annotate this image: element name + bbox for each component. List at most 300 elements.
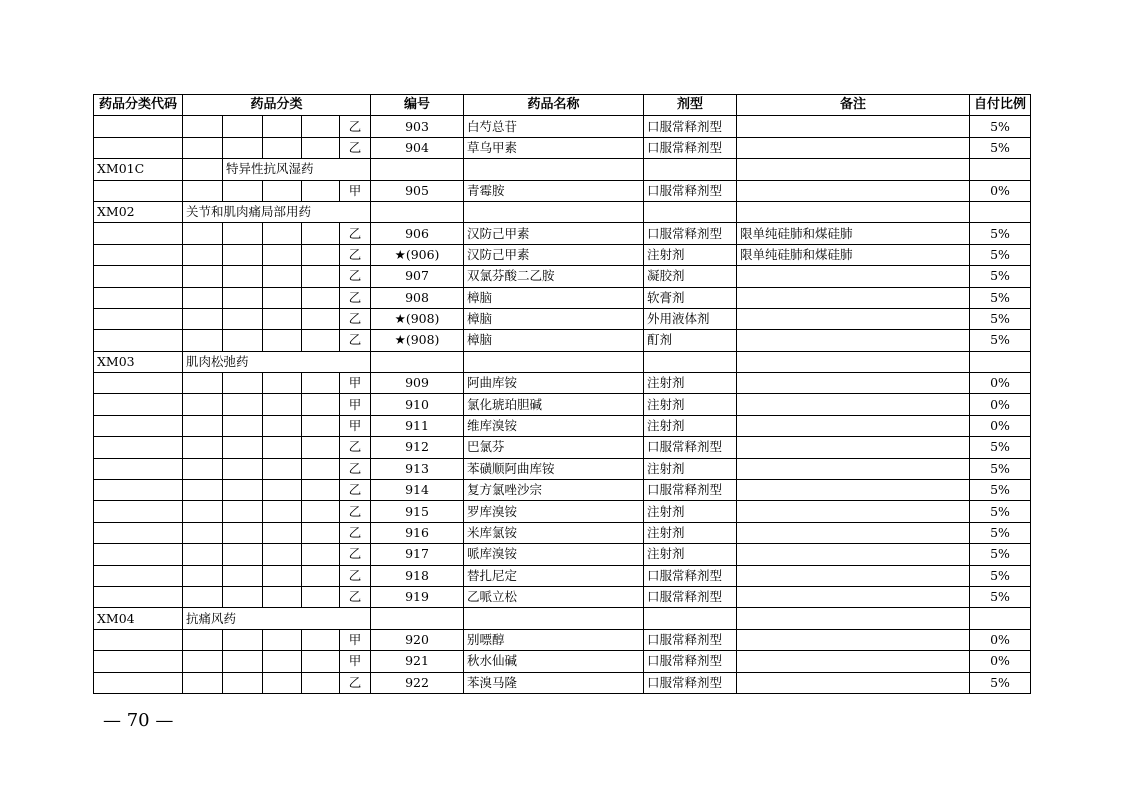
- drug-row: [94, 415, 1031, 436]
- drug-row: [94, 480, 1031, 501]
- drug-grade: 乙: [340, 544, 371, 565]
- drug-form: 口服常释剂型: [644, 629, 737, 650]
- blank-cell: [302, 437, 340, 458]
- blank-cell: [223, 137, 263, 158]
- blank-cell: [302, 565, 340, 586]
- blank-cell: [302, 330, 340, 351]
- category-code: XM04: [94, 608, 183, 629]
- drug-row: [94, 223, 1031, 244]
- blank-cell: [302, 544, 340, 565]
- blank-cell: [371, 159, 464, 180]
- drug-form: 注射剂: [644, 522, 737, 543]
- category-code: XM03: [94, 351, 183, 372]
- drug-note: [737, 394, 970, 415]
- blank-cell: [223, 672, 263, 693]
- category-code: XM01C: [94, 159, 183, 180]
- drug-row: [94, 586, 1031, 607]
- drug-row: [94, 244, 1031, 265]
- header-name: 药品名称: [464, 95, 644, 116]
- blank-cell: [183, 651, 223, 672]
- drug-name: 罗库溴铵: [464, 501, 644, 522]
- drug-row: [94, 394, 1031, 415]
- blank-cell: [223, 223, 263, 244]
- drug-ratio: 5%: [970, 223, 1031, 244]
- drug-ratio: 5%: [970, 116, 1031, 137]
- blank-cell: [223, 287, 263, 308]
- blank-cell: [94, 415, 183, 436]
- drug-grade: 乙: [340, 116, 371, 137]
- blank-cell: [94, 586, 183, 607]
- drug-grade: 乙: [340, 565, 371, 586]
- page-number: — 70 —: [103, 710, 174, 731]
- drug-ratio: 0%: [970, 415, 1031, 436]
- blank-cell: [183, 501, 223, 522]
- header-number: 编号: [371, 95, 464, 116]
- drug-name: 樟脑: [464, 308, 644, 329]
- blank-cell: [183, 330, 223, 351]
- blank-cell: [302, 244, 340, 265]
- drug-ratio: 5%: [970, 672, 1031, 693]
- blank-cell: [94, 330, 183, 351]
- drug-number: 917: [371, 544, 464, 565]
- category-label: 肌肉松弛药: [183, 351, 371, 372]
- drug-grade: 乙: [340, 458, 371, 479]
- blank-cell: [183, 629, 223, 650]
- blank-cell: [263, 287, 302, 308]
- blank-cell: [263, 330, 302, 351]
- drug-grade: 乙: [340, 522, 371, 543]
- blank-cell: [223, 116, 263, 137]
- blank-cell: [644, 351, 737, 372]
- blank-cell: [737, 159, 970, 180]
- blank-cell: [263, 437, 302, 458]
- drug-name: 樟脑: [464, 287, 644, 308]
- blank-cell: [223, 180, 263, 201]
- drug-form: 注射剂: [644, 373, 737, 394]
- drug-name: 别嘌醇: [464, 629, 644, 650]
- drug-note: [737, 672, 970, 693]
- drug-number: 918: [371, 565, 464, 586]
- table-header-row: [94, 95, 1031, 116]
- blank-cell: [263, 501, 302, 522]
- blank-cell: [302, 480, 340, 501]
- drug-grade: 乙: [340, 137, 371, 158]
- blank-cell: [263, 266, 302, 287]
- drug-grade: 甲: [340, 373, 371, 394]
- drug-note: [737, 308, 970, 329]
- blank-cell: [183, 586, 223, 607]
- drug-table: [93, 94, 1031, 694]
- drug-grade: 甲: [340, 415, 371, 436]
- drug-name: 哌库溴铵: [464, 544, 644, 565]
- drug-form: 口服常释剂型: [644, 437, 737, 458]
- drug-ratio: 0%: [970, 629, 1031, 650]
- drug-ratio: 5%: [970, 287, 1031, 308]
- drug-ratio: 0%: [970, 394, 1031, 415]
- blank-cell: [94, 116, 183, 137]
- blank-cell: [183, 565, 223, 586]
- blank-cell: [94, 223, 183, 244]
- blank-cell: [263, 308, 302, 329]
- blank-cell: [94, 458, 183, 479]
- drug-number: 911: [371, 415, 464, 436]
- drug-note: [737, 116, 970, 137]
- drug-name: 双氯芬酸二乙胺: [464, 266, 644, 287]
- drug-name: 替扎尼定: [464, 565, 644, 586]
- blank-cell: [302, 522, 340, 543]
- blank-cell: [94, 651, 183, 672]
- blank-cell: [263, 373, 302, 394]
- drug-name: 氯化琥珀胆碱: [464, 394, 644, 415]
- blank-cell: [464, 608, 644, 629]
- drug-name: 巴氯芬: [464, 437, 644, 458]
- drug-number: 914: [371, 480, 464, 501]
- drug-ratio: 5%: [970, 501, 1031, 522]
- drug-form: 口服常释剂型: [644, 137, 737, 158]
- drug-form: 口服常释剂型: [644, 116, 737, 137]
- drug-number: 912: [371, 437, 464, 458]
- drug-row: [94, 116, 1031, 137]
- drug-note: [737, 180, 970, 201]
- drug-grade: 甲: [340, 651, 371, 672]
- blank-cell: [263, 522, 302, 543]
- blank-cell: [183, 394, 223, 415]
- drug-name: 汉防己甲素: [464, 223, 644, 244]
- drug-number: 921: [371, 651, 464, 672]
- drug-note: [737, 266, 970, 287]
- blank-cell: [183, 373, 223, 394]
- blank-cell: [223, 458, 263, 479]
- drug-grade: 乙: [340, 266, 371, 287]
- header-form: 剂型: [644, 95, 737, 116]
- drug-form: 口服常释剂型: [644, 480, 737, 501]
- blank-cell: [223, 522, 263, 543]
- drug-number: 905: [371, 180, 464, 201]
- drug-grade: 乙: [340, 672, 371, 693]
- blank-cell: [644, 608, 737, 629]
- drug-note: [737, 330, 970, 351]
- blank-cell: [302, 308, 340, 329]
- category-label: 关节和肌肉痛局部用药: [183, 201, 371, 222]
- blank-cell: [223, 544, 263, 565]
- blank-cell: [223, 565, 263, 586]
- drug-row: [94, 308, 1031, 329]
- drug-note: 限单纯硅肺和煤硅肺: [737, 244, 970, 265]
- drug-note: [737, 415, 970, 436]
- drug-row: [94, 501, 1031, 522]
- blank-cell: [94, 501, 183, 522]
- blank-cell: [183, 308, 223, 329]
- drug-note: [737, 373, 970, 394]
- blank-cell: [302, 373, 340, 394]
- drug-grade: 乙: [340, 437, 371, 458]
- drug-row: [94, 373, 1031, 394]
- blank-cell: [737, 608, 970, 629]
- blank-cell: [464, 351, 644, 372]
- drug-ratio: 5%: [970, 544, 1031, 565]
- blank-cell: [223, 330, 263, 351]
- blank-cell: [302, 415, 340, 436]
- drug-form: 酊剂: [644, 330, 737, 351]
- blank-cell: [223, 480, 263, 501]
- drug-name: 阿曲库铵: [464, 373, 644, 394]
- drug-number: 910: [371, 394, 464, 415]
- category-row: [94, 159, 1031, 180]
- drug-form: 口服常释剂型: [644, 223, 737, 244]
- drug-row: [94, 672, 1031, 693]
- drug-form: 注射剂: [644, 394, 737, 415]
- blank-cell: [183, 458, 223, 479]
- blank-cell: [183, 180, 223, 201]
- blank-cell: [644, 201, 737, 222]
- drug-grade: 甲: [340, 394, 371, 415]
- blank-cell: [94, 308, 183, 329]
- drug-name: 苯磺顺阿曲库铵: [464, 458, 644, 479]
- blank-cell: [302, 287, 340, 308]
- drug-number: 904: [371, 137, 464, 158]
- drug-form: 口服常释剂型: [644, 672, 737, 693]
- blank-cell: [970, 201, 1031, 222]
- blank-cell: [223, 415, 263, 436]
- blank-cell: [970, 351, 1031, 372]
- blank-cell: [263, 116, 302, 137]
- blank-cell: [371, 351, 464, 372]
- blank-cell: [263, 480, 302, 501]
- drug-row: [94, 651, 1031, 672]
- blank-cell: [302, 458, 340, 479]
- drug-ratio: 5%: [970, 522, 1031, 543]
- drug-number: 920: [371, 629, 464, 650]
- drug-row: [94, 629, 1031, 650]
- blank-cell: [223, 244, 263, 265]
- drug-number: 903: [371, 116, 464, 137]
- drug-grade: 乙: [340, 480, 371, 501]
- drug-name: 草乌甲素: [464, 137, 644, 158]
- blank-cell: [263, 672, 302, 693]
- header-ratio: 自付比例: [970, 95, 1031, 116]
- drug-ratio: 5%: [970, 330, 1031, 351]
- blank-cell: [94, 137, 183, 158]
- drug-form: 注射剂: [644, 501, 737, 522]
- blank-cell: [94, 672, 183, 693]
- drug-form: 软膏剂: [644, 287, 737, 308]
- blank-cell: [183, 415, 223, 436]
- drug-form: 口服常释剂型: [644, 565, 737, 586]
- drug-ratio: 5%: [970, 480, 1031, 501]
- drug-grade: 乙: [340, 501, 371, 522]
- blank-cell: [970, 159, 1031, 180]
- blank-cell: [263, 223, 302, 244]
- blank-cell: [223, 394, 263, 415]
- drug-form: 注射剂: [644, 544, 737, 565]
- drug-note: [737, 458, 970, 479]
- blank-cell: [263, 651, 302, 672]
- drug-grade: 甲: [340, 629, 371, 650]
- blank-cell: [94, 544, 183, 565]
- drug-name: 樟脑: [464, 330, 644, 351]
- drug-ratio: 0%: [970, 373, 1031, 394]
- blank-cell: [371, 201, 464, 222]
- blank-cell: [644, 159, 737, 180]
- blank-cell: [302, 672, 340, 693]
- drug-ratio: 0%: [970, 180, 1031, 201]
- drug-row: [94, 458, 1031, 479]
- drug-note: [737, 137, 970, 158]
- header-note: 备注: [737, 95, 970, 116]
- header-category: 药品分类: [183, 95, 371, 116]
- drug-note: [737, 437, 970, 458]
- blank-cell: [263, 137, 302, 158]
- drug-note: [737, 501, 970, 522]
- drug-note: [737, 629, 970, 650]
- drug-ratio: 5%: [970, 266, 1031, 287]
- category-label: 抗痛风药: [183, 608, 371, 629]
- drug-number: 915: [371, 501, 464, 522]
- drug-number: 907: [371, 266, 464, 287]
- blank-cell: [94, 244, 183, 265]
- blank-cell: [183, 672, 223, 693]
- drug-note: [737, 651, 970, 672]
- blank-cell: [183, 116, 223, 137]
- drug-number: ★(908): [371, 330, 464, 351]
- blank-cell: [263, 544, 302, 565]
- blank-cell: [737, 351, 970, 372]
- drug-ratio: 5%: [970, 586, 1031, 607]
- blank-cell: [223, 501, 263, 522]
- drug-row: [94, 287, 1031, 308]
- drug-row: [94, 522, 1031, 543]
- blank-cell: [183, 159, 223, 180]
- drug-row: [94, 565, 1031, 586]
- blank-cell: [263, 180, 302, 201]
- drug-number: 916: [371, 522, 464, 543]
- blank-cell: [94, 394, 183, 415]
- blank-cell: [94, 522, 183, 543]
- drug-row: [94, 330, 1031, 351]
- drug-note: [737, 586, 970, 607]
- blank-cell: [263, 629, 302, 650]
- drug-form: 外用液体剂: [644, 308, 737, 329]
- blank-cell: [302, 586, 340, 607]
- blank-cell: [223, 373, 263, 394]
- blank-cell: [464, 201, 644, 222]
- drug-name: 汉防己甲素: [464, 244, 644, 265]
- blank-cell: [223, 629, 263, 650]
- blank-cell: [223, 437, 263, 458]
- drug-grade: 乙: [340, 586, 371, 607]
- drug-note: [737, 522, 970, 543]
- drug-number: 922: [371, 672, 464, 693]
- blank-cell: [183, 137, 223, 158]
- drug-number: 906: [371, 223, 464, 244]
- blank-cell: [94, 266, 183, 287]
- drug-note: [737, 480, 970, 501]
- drug-form: 注射剂: [644, 415, 737, 436]
- blank-cell: [302, 137, 340, 158]
- blank-cell: [737, 201, 970, 222]
- blank-cell: [302, 223, 340, 244]
- blank-cell: [94, 565, 183, 586]
- blank-cell: [263, 415, 302, 436]
- drug-row: [94, 437, 1031, 458]
- drug-note: 限单纯硅肺和煤硅肺: [737, 223, 970, 244]
- drug-note: [737, 544, 970, 565]
- drug-ratio: 5%: [970, 308, 1031, 329]
- drug-name: 白芍总苷: [464, 116, 644, 137]
- drug-name: 复方氯唑沙宗: [464, 480, 644, 501]
- blank-cell: [302, 629, 340, 650]
- category-row: [94, 608, 1031, 629]
- drug-note: [737, 565, 970, 586]
- blank-cell: [970, 608, 1031, 629]
- drug-ratio: 5%: [970, 458, 1031, 479]
- drug-name: 米库氯铵: [464, 522, 644, 543]
- blank-cell: [263, 394, 302, 415]
- drug-row: [94, 266, 1031, 287]
- blank-cell: [223, 308, 263, 329]
- blank-cell: [464, 159, 644, 180]
- blank-cell: [223, 651, 263, 672]
- drug-number: 913: [371, 458, 464, 479]
- drug-number: 908: [371, 287, 464, 308]
- drug-ratio: 5%: [970, 565, 1031, 586]
- blank-cell: [263, 458, 302, 479]
- blank-cell: [183, 223, 223, 244]
- header-code: 药品分类代码: [94, 95, 183, 116]
- drug-grade: 乙: [340, 244, 371, 265]
- drug-grade: 乙: [340, 287, 371, 308]
- drug-name: 乙哌立松: [464, 586, 644, 607]
- blank-cell: [223, 266, 263, 287]
- blank-cell: [94, 287, 183, 308]
- drug-row: [94, 180, 1031, 201]
- blank-cell: [183, 287, 223, 308]
- category-label: 特异性抗风湿药: [223, 159, 371, 180]
- drug-grade: 乙: [340, 308, 371, 329]
- drug-ratio: 5%: [970, 244, 1031, 265]
- blank-cell: [302, 116, 340, 137]
- drug-form: 凝胶剂: [644, 266, 737, 287]
- blank-cell: [94, 480, 183, 501]
- blank-cell: [263, 586, 302, 607]
- drug-ratio: 5%: [970, 137, 1031, 158]
- drug-form: 注射剂: [644, 244, 737, 265]
- drug-name: 青霉胺: [464, 180, 644, 201]
- drug-number: 909: [371, 373, 464, 394]
- drug-row: [94, 137, 1031, 158]
- blank-cell: [302, 651, 340, 672]
- drug-name: 维库溴铵: [464, 415, 644, 436]
- drug-form: 口服常释剂型: [644, 651, 737, 672]
- drug-grade: 乙: [340, 223, 371, 244]
- blank-cell: [94, 180, 183, 201]
- blank-cell: [302, 394, 340, 415]
- drug-grade: 乙: [340, 330, 371, 351]
- drug-form: 口服常释剂型: [644, 180, 737, 201]
- blank-cell: [302, 180, 340, 201]
- drug-name: 秋水仙碱: [464, 651, 644, 672]
- blank-cell: [94, 629, 183, 650]
- category-row: [94, 351, 1031, 372]
- blank-cell: [183, 544, 223, 565]
- drug-form: 口服常释剂型: [644, 586, 737, 607]
- blank-cell: [183, 244, 223, 265]
- drug-grade: 甲: [340, 180, 371, 201]
- drug-name: 苯溴马隆: [464, 672, 644, 693]
- blank-cell: [183, 480, 223, 501]
- blank-cell: [183, 522, 223, 543]
- category-code: XM02: [94, 201, 183, 222]
